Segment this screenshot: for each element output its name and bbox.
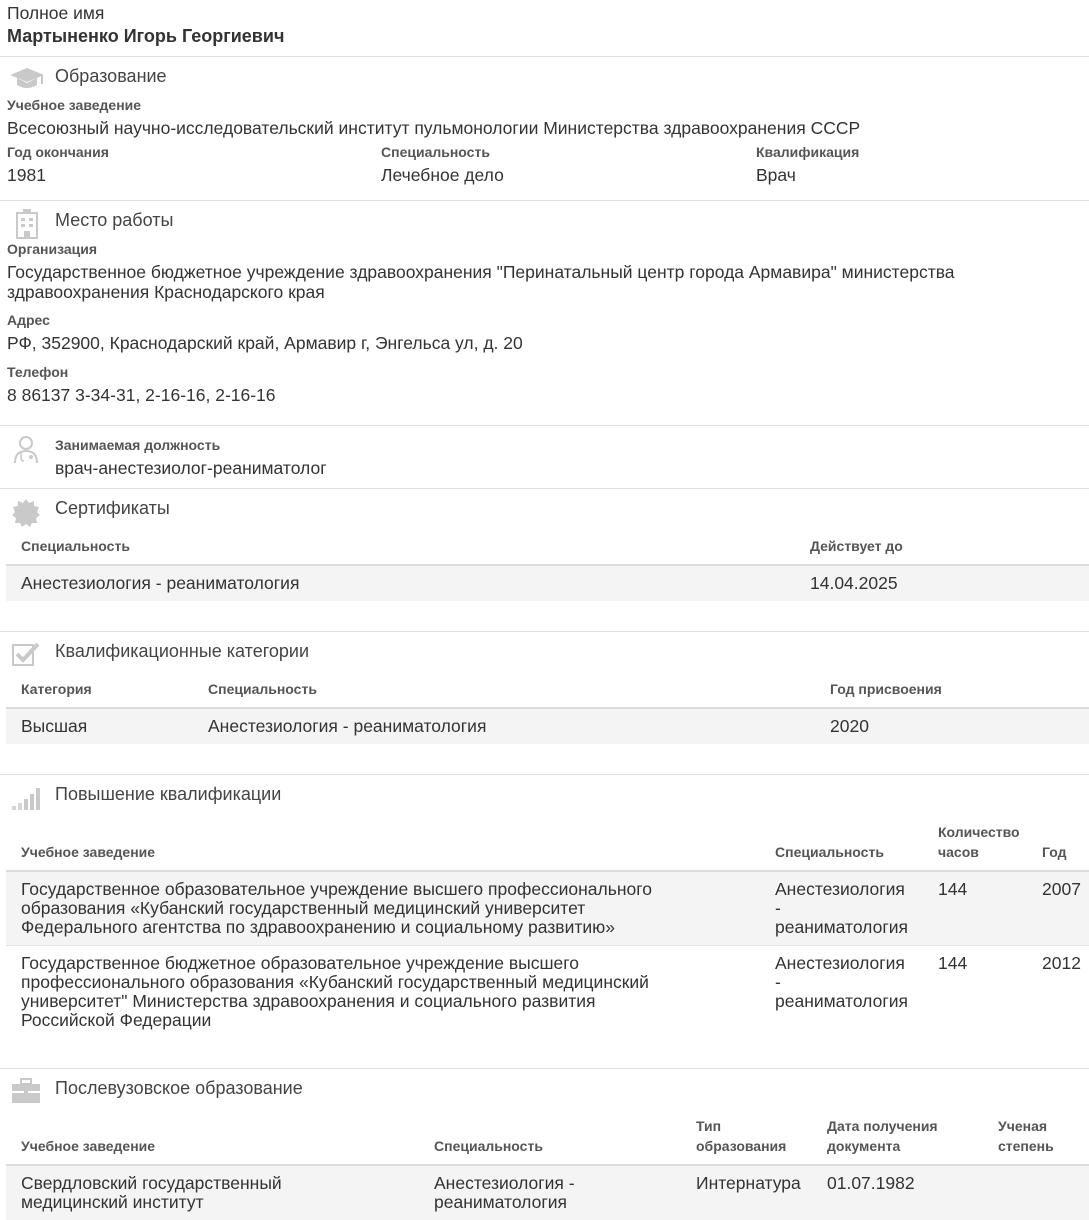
postgrad-header-type-2: образования xyxy=(696,1138,787,1154)
workplace-org-line1: Государственное бюджетное учреждение здравоохранения "Перинатальный центр города Армавира" министерства xyxy=(7,262,955,282)
workplace-title: Место работы xyxy=(55,210,174,230)
categories-title: Квалификационные категории xyxy=(55,641,310,661)
training-header-hours-2: часов xyxy=(938,844,979,860)
postgrad-inst-2: медицинский институт xyxy=(21,1192,204,1212)
training-header-specialty: Специальность xyxy=(775,844,884,860)
training-row1-spec-1: Анестезиология xyxy=(775,879,905,899)
postgrad-header-date-1: Дата получения xyxy=(827,1118,938,1134)
training-row1-inst-1: Государственное образовательное учреждение высшего профессионального xyxy=(21,879,652,899)
education-year-label: Год окончания xyxy=(7,144,109,160)
certificates-header-valid-until: Действует до xyxy=(810,538,903,554)
checkbox-checked-icon xyxy=(12,641,40,667)
postgrad-header-date-2: документа xyxy=(827,1138,901,1154)
training-header-hours-1: Количество xyxy=(938,824,1020,840)
certificates-title: Сертификаты xyxy=(55,498,170,518)
position-label: Занимаемая должность xyxy=(55,437,221,453)
divider xyxy=(0,56,1089,57)
postgrad-header-degree-1: Ученая xyxy=(998,1118,1048,1134)
postgrad-spec-2: реаниматология xyxy=(434,1192,567,1212)
training-header-institution: Учебное заведение xyxy=(21,844,156,860)
categories-header-category: Категория xyxy=(21,681,92,697)
training-row2-spec-1: Анестезиология xyxy=(775,953,905,973)
training-title: Повышение квалификации xyxy=(55,784,282,804)
training-row1-inst-3: Федерального агентства по здравоохранению и социальному развитию» xyxy=(21,917,616,937)
certificates-header-specialty: Специальность xyxy=(21,538,130,554)
divider xyxy=(0,1068,1089,1069)
certificate-specialty: Анестезиология - реаниматология xyxy=(21,573,300,593)
divider xyxy=(0,488,1089,489)
table-row xyxy=(6,709,1089,744)
training-row2-inst-2: профессионального образования «Кубанский государственный медицинский xyxy=(21,972,649,992)
postgrad-inst-1: Свердловский государственный xyxy=(21,1173,282,1193)
categories-header-year: Год присвоения xyxy=(830,681,942,697)
signal-bars-icon xyxy=(11,785,41,811)
certificate-seal-icon xyxy=(11,498,41,528)
certificate-valid-until: 14.04.2025 xyxy=(810,573,898,593)
training-row1-year: 2007 xyxy=(1042,879,1081,899)
postgrad-header-type-1: Тип xyxy=(696,1118,722,1134)
training-row1-hours: 144 xyxy=(938,879,968,899)
training-row2-year: 2012 xyxy=(1042,953,1081,973)
training-row2-inst-4: Российской Федерации xyxy=(21,1010,212,1030)
category-value: Высшая xyxy=(21,716,88,736)
workplace-address-label: Адрес xyxy=(7,312,50,328)
education-title: Образование xyxy=(55,66,167,86)
briefcase-icon xyxy=(11,1078,41,1104)
workplace-org-line2: здравоохранения Краснодарского края xyxy=(7,282,325,302)
categories-header-specialty: Специальность xyxy=(208,681,317,697)
graduation-cap-icon xyxy=(9,66,45,92)
position-value: врач-анестезиолог-реаниматолог xyxy=(55,458,327,478)
training-row1-spec-3: реаниматология xyxy=(775,917,908,937)
postgrad-spec-1: Анестезиология - xyxy=(434,1173,575,1193)
divider xyxy=(0,631,1089,632)
training-row2-inst-3: университет" Министерства здравоохранения и социального развития xyxy=(21,991,596,1011)
training-row1-spec-2: - xyxy=(775,898,781,918)
row-divider xyxy=(6,945,1089,946)
postgrad-title: Послевузовское образование xyxy=(55,1078,303,1098)
education-qualification: Врач xyxy=(756,165,796,185)
divider xyxy=(0,774,1089,775)
category-specialty: Анестезиология - реаниматология xyxy=(208,716,487,736)
training-row2-inst-1: Государственное бюджетное образовательное учреждение высшего xyxy=(21,953,580,973)
training-row1-inst-2: образования «Кубанский государственный медицинский университет xyxy=(21,898,586,918)
training-row2-spec-3: реаниматология xyxy=(775,991,908,1011)
education-qualification-label: Квалификация xyxy=(756,144,860,160)
divider xyxy=(0,200,1089,201)
full-name-label: Полное имя xyxy=(7,3,105,23)
divider xyxy=(0,425,1089,426)
workplace-address: РФ, 352900, Краснодарский край, Армавир г, Энгельса ул, д. 20 xyxy=(7,333,523,353)
full-name: Мартыненко Игорь Георгиевич xyxy=(7,26,285,46)
doctor-icon xyxy=(13,436,39,464)
workplace-phone-label: Телефон xyxy=(7,364,69,380)
education-year: 1981 xyxy=(7,165,46,185)
workplace-phone: 8 86137 3-34-31, 2-16-16, 2-16-16 xyxy=(7,385,276,405)
category-year: 2020 xyxy=(830,716,869,736)
training-row2-spec-2: - xyxy=(775,972,781,992)
building-icon xyxy=(14,209,40,239)
postgrad-header-degree-2: степень xyxy=(998,1138,1054,1154)
education-institution: Всесоюзный научно-исследовательский институт пульмонологии Министерства здравоохранения СССР xyxy=(7,118,861,138)
postgrad-header-specialty: Специальность xyxy=(434,1138,543,1154)
postgrad-type: Интернатура xyxy=(696,1173,801,1193)
postgrad-date: 01.07.1982 xyxy=(827,1173,915,1193)
postgrad-header-institution: Учебное заведение xyxy=(21,1138,156,1154)
education-specialty-label: Специальность xyxy=(381,144,490,160)
training-row2-hours: 144 xyxy=(938,953,968,973)
education-institution-label: Учебное заведение xyxy=(7,97,142,113)
workplace-org-label: Организация xyxy=(7,241,98,257)
education-specialty: Лечебное дело xyxy=(381,165,504,185)
training-header-year: Год xyxy=(1042,844,1067,860)
